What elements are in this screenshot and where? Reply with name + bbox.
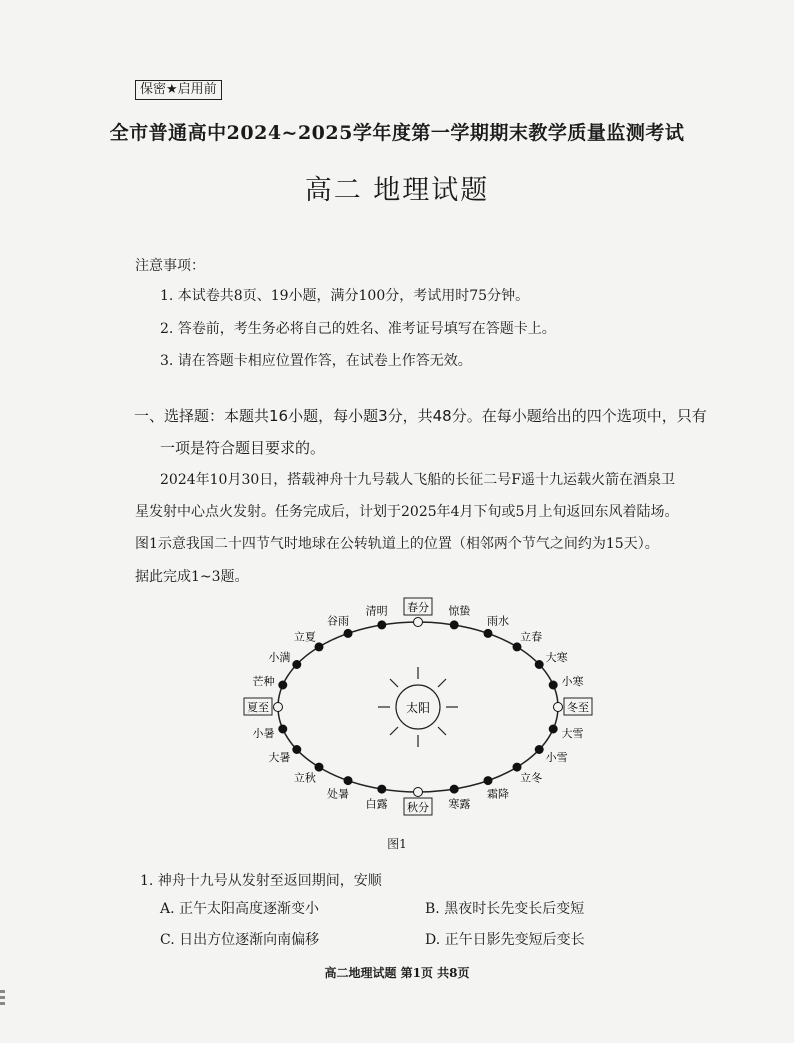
notice-heading: 注意事项： [135, 258, 205, 274]
term-label-lichun: 立春 [520, 630, 543, 644]
term-label-daxue: 大雪 [561, 726, 584, 740]
notice-item: 1. 本试卷共8页、19小题，满分100分，考试用时75分钟。 [160, 288, 530, 304]
orbit-point-qingming [378, 621, 386, 629]
term-label-xiaoshu: 小暑 [252, 726, 275, 740]
page-footer: 高二地理试题 第1页 共8页 [324, 966, 470, 980]
orbit-point-dongzhi [554, 703, 563, 712]
orbit-point-mangzhong [279, 681, 287, 689]
scan-mark [0, 1002, 5, 1005]
term-label-xiaoman: 小满 [268, 651, 291, 664]
passage-line: 星发射中心点火发射。任务完成后，计划于2025年4月下旬或5月上旬返回东风着陆场。 [135, 504, 679, 520]
confidential-label: 保密★启用前 [135, 80, 222, 100]
term-label-qiufen: 秋分 [407, 801, 429, 814]
orbit-point-hanlu [450, 785, 458, 793]
orbit-point-guyu [344, 629, 352, 637]
section-heading: 一、选择题：本题共16小题，每小题3分，共48分。在每小题给出的四个选项中，只有 [134, 407, 707, 425]
term-label-hanlu: 寒露 [448, 797, 471, 811]
question-stem: 1. 神舟十九号从发射至返回期间，安顺 [140, 873, 382, 889]
term-label-bailu: 白露 [365, 797, 388, 811]
option-c: C. 日出方位逐渐向南偏移 [160, 932, 320, 948]
orbit-point-yushui [484, 629, 492, 637]
orbit-point-jingzhe [450, 621, 458, 629]
sun-label: 太阳 [405, 701, 431, 715]
scan-mark [0, 990, 5, 993]
passage-line: 2024年10月30日，搭载神舟十九号载人飞船的长征二号F遥十九运载火箭在酒泉卫 [160, 472, 675, 488]
figure-caption: 图1 [387, 837, 407, 851]
term-label-xiaoxue: 小雪 [545, 751, 568, 764]
term-label-chunfen: 春分 [407, 601, 429, 614]
term-label-shuangjiang: 霜降 [487, 787, 509, 801]
term-label-dahan: 大寒 [545, 651, 568, 664]
option-d: D. 正午日影先变短后变长 [425, 932, 585, 948]
solar-terms-orbit-diagram [230, 595, 610, 820]
orbit-point-lidong [513, 763, 521, 771]
scan-mark [0, 996, 5, 999]
term-label-lidong: 立冬 [520, 771, 543, 785]
option-b: B. 黑夜时长先变长后变短 [425, 901, 585, 917]
orbit-point-lixia [315, 643, 323, 651]
orbit-point-dahan [535, 661, 543, 669]
passage-line: 图1示意我国二十四节气时地球在公转轨道上的位置（相邻两个节气之间约为15天）。 [135, 536, 659, 552]
orbit-point-xiaoxue [535, 746, 543, 754]
option-a: A. 正午太阳高度逐渐变小 [160, 901, 320, 917]
subject-title: 高二 地理试题 [304, 175, 490, 206]
term-label-chushu: 处暑 [327, 787, 349, 801]
term-label-qingming: 清明 [365, 604, 388, 618]
term-label-yushui: 雨水 [487, 614, 509, 628]
term-label-guyu: 谷雨 [327, 614, 349, 628]
term-label-mangzhong: 芒种 [252, 675, 275, 689]
term-label-xiaohan: 小寒 [561, 675, 584, 689]
orbit-point-chunfen [414, 618, 423, 627]
notice-item: 3. 请在答题卡相应位置作答，在试卷上作答无效。 [160, 353, 472, 369]
term-label-dongzhi: 冬至 [567, 701, 589, 714]
orbit-point-xiaoshu [279, 725, 287, 733]
orbit-point-chushu [344, 777, 352, 785]
orbit-point-qiufen [414, 788, 423, 797]
section-heading-cont: 一项是符合题目要求的。 [160, 439, 326, 457]
orbit-point-lichun [513, 643, 521, 651]
orbit-point-xiaohan [549, 681, 557, 689]
orbit-point-dashu [293, 746, 301, 754]
notice-item: 2. 答卷前，考生务必将自己的姓名、准考证号填写在答题卡上。 [160, 321, 556, 337]
term-label-xiazhi: 夏至 [247, 701, 269, 714]
orbit-point-daxue [549, 725, 557, 733]
term-label-lixia: 立夏 [293, 630, 316, 644]
term-label-dashu: 大暑 [268, 751, 291, 764]
term-label-jingzhe: 惊蛰 [448, 604, 471, 618]
passage-line: 据此完成1~3题。 [135, 569, 249, 585]
orbit-point-liqiu [315, 763, 323, 771]
term-label-liqiu: 立秋 [293, 771, 316, 785]
orbit-point-bailu [378, 785, 386, 793]
orbit-point-xiaoman [293, 661, 301, 669]
exam-title: 全市普通高中2024~2025学年度第一学期期末教学质量监测考试 [109, 122, 685, 144]
orbit-point-shuangjiang [484, 777, 492, 785]
orbit-point-xiazhi [274, 703, 283, 712]
